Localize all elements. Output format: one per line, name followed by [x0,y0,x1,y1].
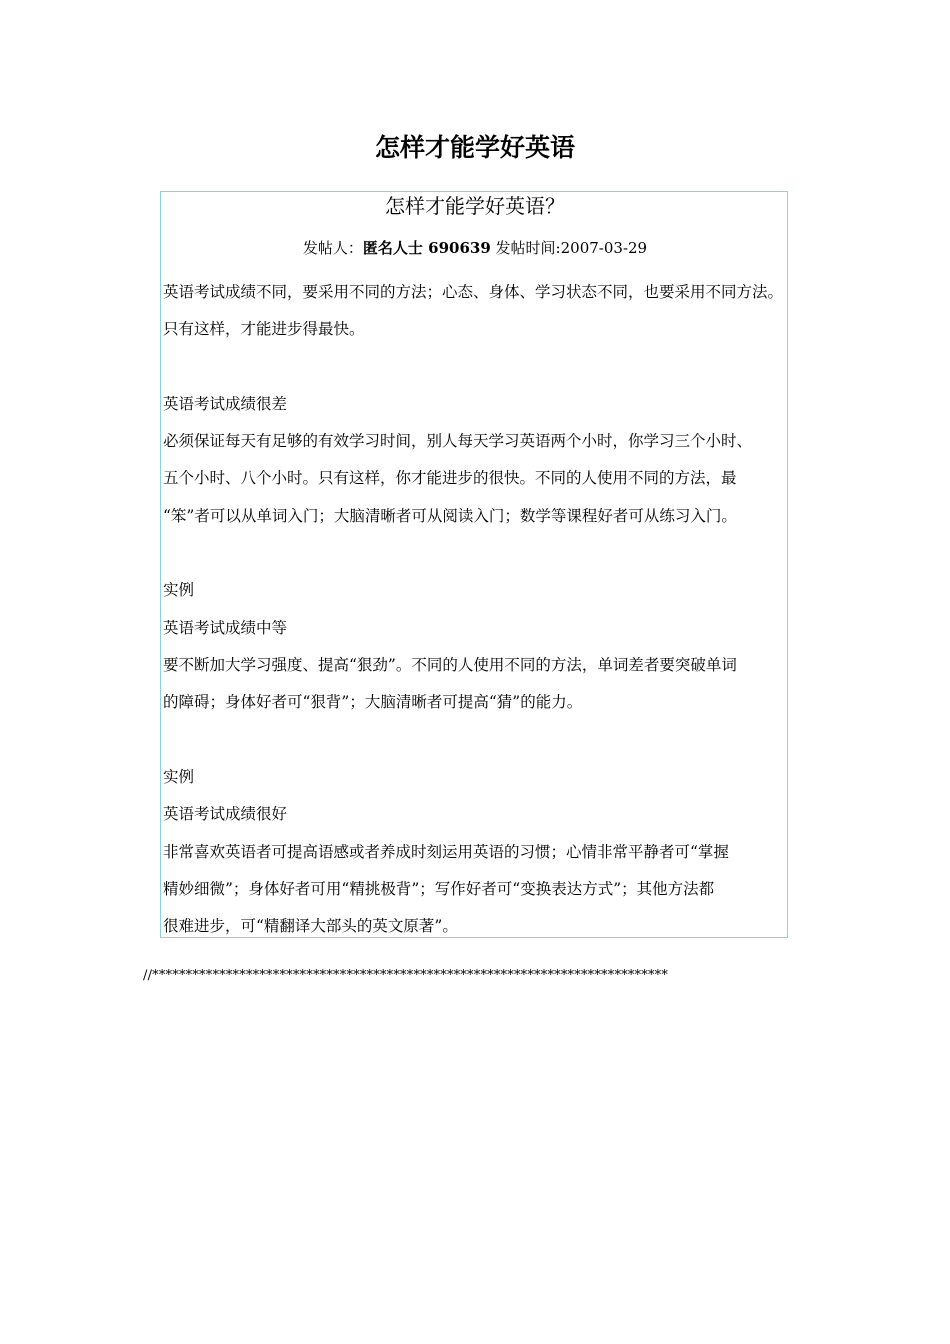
post-title: 怎样才能学好英语？ [385,194,565,218]
separator-line: //***************************************************************************** [143,968,669,983]
poster-name: 匿名人士 690639 [362,239,491,257]
body-line: 五个小时、八个小时。只有这样，你才能进步的很快。不同的人使用不同的方法，最 [163,469,737,487]
body-line: 精妙细微”；身体好者可用“精挑极背”；写作好者可“变换表达方式”；其他方法都 [163,880,715,898]
body-line: 只有这样，才能进步得最快。 [163,320,365,338]
body-line: “笨”者可以从单词入门；大脑清晰者可从阅读入门；数学等课程好者可从练习入门。 [163,507,737,525]
document-title: 怎样才能学好英语 [374,133,575,162]
post-time-label: 发帖时间: [490,239,561,257]
section-heading: 英语考试成绩很好 [163,805,288,823]
post-date: 2007-03-29 [560,239,648,257]
post-meta [0,236,950,260]
section-heading: 英语考试成绩很差 [163,395,288,413]
section-heading: 英语考试成绩中等 [163,619,288,637]
body-line: 必须保证每天有足够的有效学习时间，别人每天学习英语两个小时，你学习三个小时、 [163,432,753,450]
body-line: 非常喜欢英语者可提高语感或者养成时刻运用英语的习惯；心情非常平静者可“掌握 [163,843,729,861]
body-line: 很难进步，可“精翻译大部头的英文原著”。 [163,917,458,935]
body-line: 英语考试成绩不同，要采用不同的方法；心态、身体、学习状态不同，也要采用不同方法。 [163,283,784,301]
poster-label: 发帖人： [302,239,363,257]
example-label: 实例 [163,768,195,786]
body-line: 要不断加大学习强度、提高“狠劲”。不同的人使用不同的方法，单词差者要突破单词 [163,656,737,674]
body-line: 的障碍；身体好者可“狠背”；大脑清晰者可提高“猜”的能力。 [163,693,583,711]
example-label: 实例 [163,581,195,599]
